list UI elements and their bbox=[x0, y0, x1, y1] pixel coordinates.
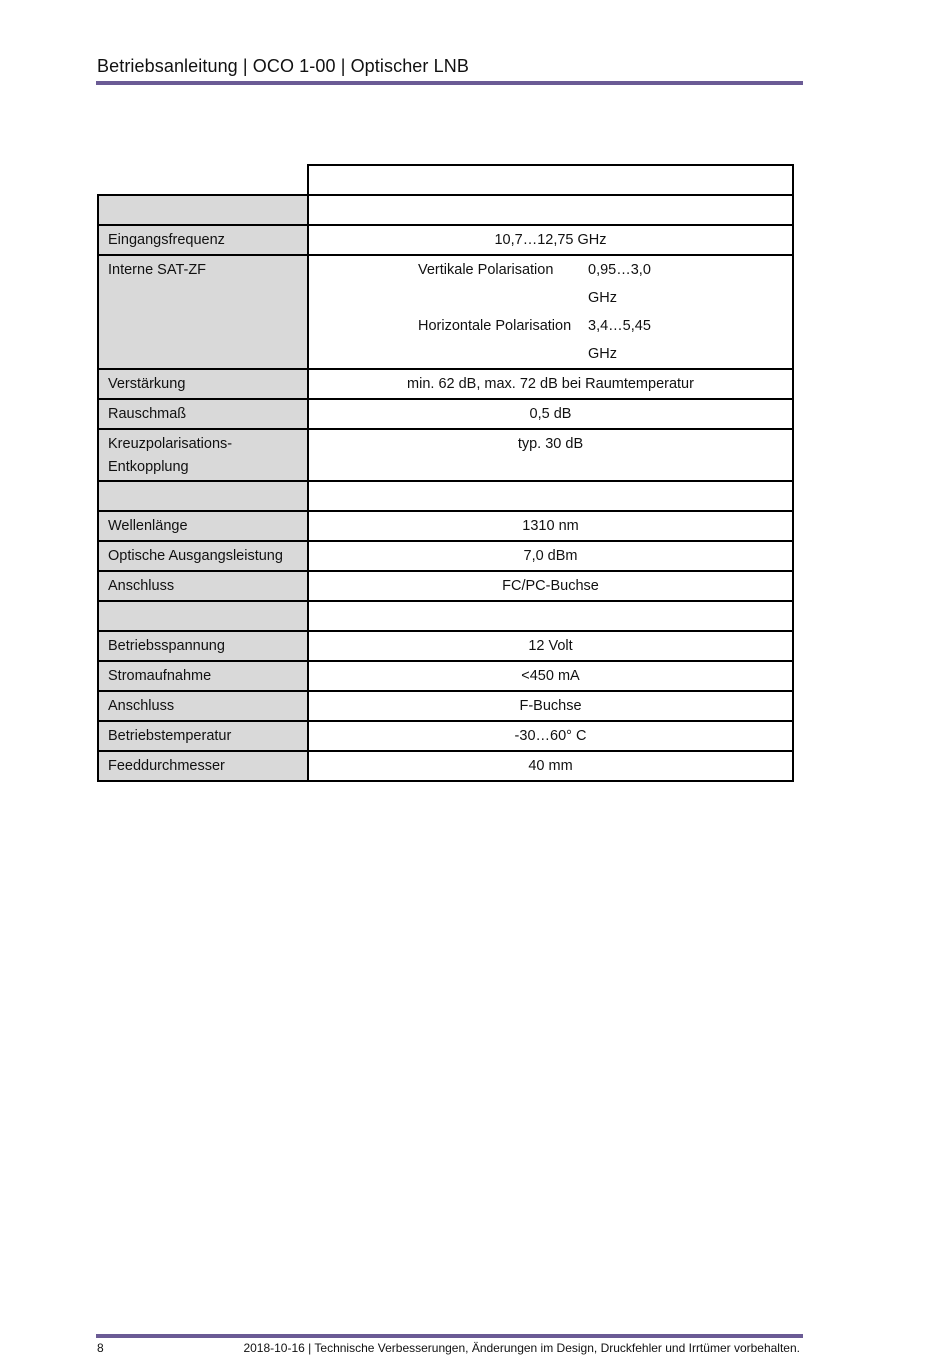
table-row bbox=[98, 255, 793, 369]
section-label-cell bbox=[98, 195, 308, 225]
header-divider bbox=[96, 81, 803, 85]
section-label-cell bbox=[98, 481, 308, 511]
row-label: Betriebsspannung bbox=[108, 638, 225, 654]
section-value-cell bbox=[308, 601, 793, 631]
table-row bbox=[98, 511, 793, 541]
row-label: Rauschmaß bbox=[108, 406, 187, 422]
table-row bbox=[98, 661, 793, 691]
row-value: 40 mm bbox=[528, 758, 573, 774]
row-label: Stromaufnahme bbox=[108, 668, 212, 684]
row-label: Optische Ausgangsleistung bbox=[108, 548, 283, 564]
row-value: FC/PC-Buchse bbox=[502, 578, 599, 594]
section-value-cell bbox=[308, 481, 793, 511]
row-value: min. 62 dB, max. 72 dB bei Raumtemperatur bbox=[407, 376, 694, 392]
polarisation-name: Horizontale Polarisation bbox=[418, 318, 572, 334]
row-value: F-Buchse bbox=[519, 698, 582, 714]
row-label-line: Entkopplung bbox=[108, 459, 189, 475]
table-row bbox=[98, 369, 793, 399]
row-value: 10,7…12,75 GHz bbox=[494, 232, 607, 248]
row-label: Verstärkung bbox=[108, 376, 186, 392]
page-header-title: Betriebsanleitung | OCO 1-00 | Optischer LNB bbox=[97, 56, 469, 76]
row-label: Interne SAT-ZF bbox=[108, 262, 207, 278]
table-header-row bbox=[98, 165, 793, 195]
polarisation-value: 0,95…3,0 GHz bbox=[588, 262, 651, 306]
empty-corner-cell bbox=[98, 165, 308, 195]
row-value: 0,5 dB bbox=[529, 406, 572, 422]
row-value: -30…60° C bbox=[514, 728, 587, 744]
row-value: 12 Volt bbox=[528, 638, 573, 654]
footer-divider bbox=[96, 1334, 803, 1338]
section-label-cell bbox=[98, 601, 308, 631]
polarisation-value: 3,4…5,45 GHz bbox=[588, 318, 651, 362]
section-value-cell bbox=[308, 195, 793, 225]
row-label: Feeddurchmesser bbox=[108, 758, 225, 774]
table-row bbox=[98, 225, 793, 255]
row-label: Eingangsfrequenz bbox=[108, 232, 225, 248]
section-row-empty bbox=[98, 195, 793, 225]
polarisation-name: Vertikale Polarisation bbox=[418, 262, 554, 278]
table-row bbox=[98, 399, 793, 429]
table-row bbox=[98, 721, 793, 751]
row-value: <450 mA bbox=[521, 668, 580, 684]
row-label: Wellenlänge bbox=[108, 518, 188, 534]
row-label: Anschluss bbox=[108, 698, 175, 714]
row-value: typ. 30 dB bbox=[517, 436, 584, 452]
row-value: 1310 nm bbox=[522, 518, 579, 534]
polarisation-horizontal bbox=[318, 312, 783, 368]
table-row bbox=[98, 691, 793, 721]
row-value: 7,0 dBm bbox=[523, 548, 578, 564]
page-number: 8 bbox=[97, 1341, 104, 1355]
table-row bbox=[98, 429, 793, 481]
table-row bbox=[98, 571, 793, 601]
row-label: Anschluss bbox=[108, 578, 175, 594]
specifications-table bbox=[97, 164, 794, 782]
table-row bbox=[98, 631, 793, 661]
table-row bbox=[98, 541, 793, 571]
row-label-line: Kreuzpolarisations- bbox=[108, 436, 233, 452]
table-row bbox=[98, 751, 793, 781]
footer-disclaimer: 2018-10-16 | Technische Verbesserungen, Änderungen im Design, Druckfehler und Irrtümer vorbehalten. bbox=[243, 1341, 800, 1355]
section-row-empty bbox=[98, 481, 793, 511]
polarisation-vertical bbox=[318, 256, 783, 312]
empty-header-cell bbox=[308, 165, 793, 195]
row-label: Betriebstemperatur bbox=[108, 728, 232, 744]
section-row-empty bbox=[98, 601, 793, 631]
